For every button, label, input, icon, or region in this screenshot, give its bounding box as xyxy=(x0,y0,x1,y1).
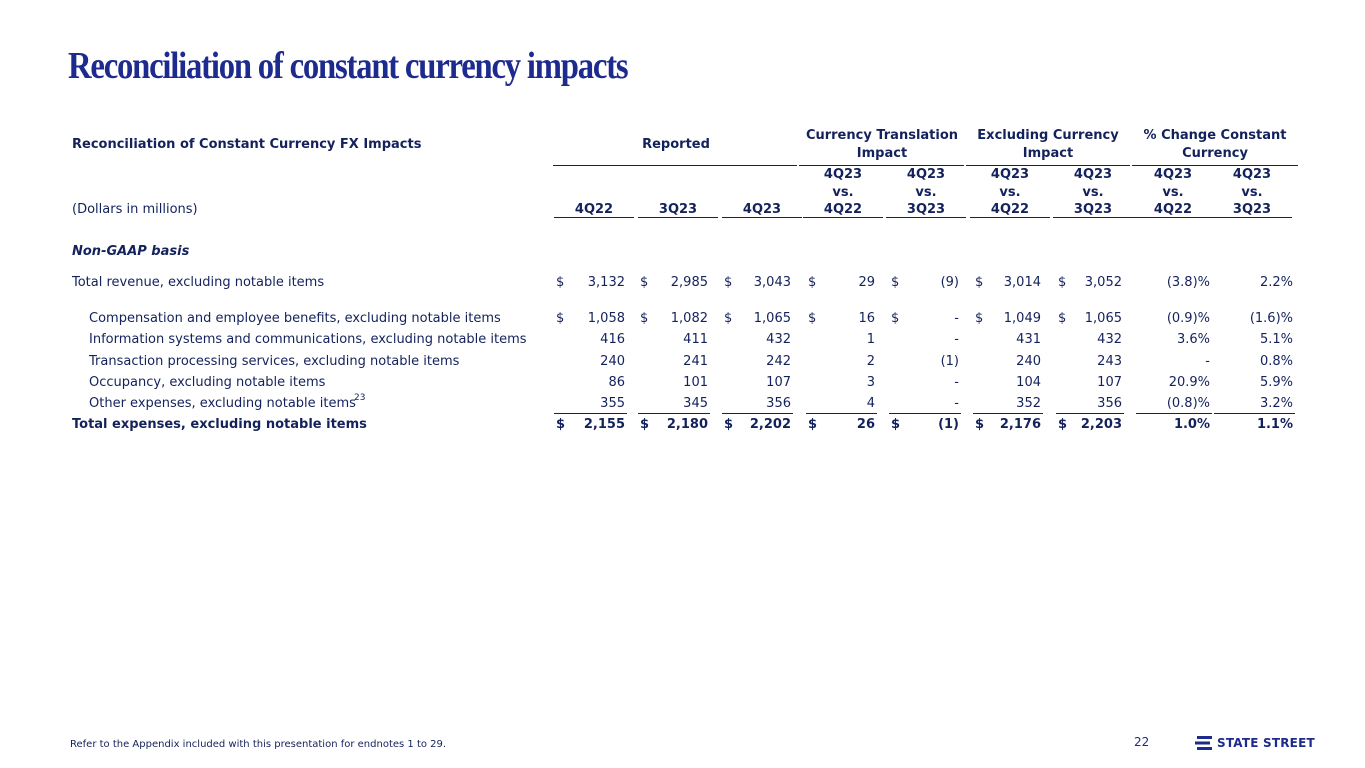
table-cell-value: 355 xyxy=(600,396,625,411)
table-cell-value: 432 xyxy=(766,332,791,347)
table-cell-value: 3,052 xyxy=(1084,275,1122,290)
col-header-underline xyxy=(554,217,634,218)
col-header-period: 4Q22 xyxy=(1153,202,1193,217)
table-cell-value: 416 xyxy=(600,332,625,347)
col-header-line2: vs. xyxy=(915,185,937,200)
col-header-underline xyxy=(1053,217,1133,218)
col-header-line2: vs. xyxy=(1241,185,1263,200)
table-cell-value: (1.6)% xyxy=(1249,311,1293,326)
header-divider xyxy=(799,165,964,166)
logo-text: STATE STREET xyxy=(1217,736,1315,750)
table-cell-currency: $ xyxy=(640,417,650,432)
footer-note: Refer to the Appendix included with this presentation for endnotes 1 to 29. xyxy=(70,739,447,750)
col-header-line1: 4Q23 xyxy=(1232,167,1272,182)
table-cell-currency: $ xyxy=(1058,417,1068,432)
table-cell-value: 356 xyxy=(766,396,791,411)
table-cell-value: 4 xyxy=(866,396,875,411)
table-cell-value: 2,203 xyxy=(1080,417,1122,432)
table-cell-value: 1.0% xyxy=(1173,417,1210,432)
col-header-period: 4Q22 xyxy=(990,202,1030,217)
table-cell-value: 20.9% xyxy=(1168,375,1210,390)
table-cell-value: 29 xyxy=(858,275,875,290)
table-cell-currency: $ xyxy=(975,417,985,432)
table-cell-currency: $ xyxy=(891,311,900,326)
table-cell-value: 1,082 xyxy=(670,311,708,326)
table-cell-value: 101 xyxy=(683,375,708,390)
col-header-underline xyxy=(970,217,1050,218)
col-header-line1: 4Q23 xyxy=(823,167,863,182)
table-cell-currency: $ xyxy=(556,417,566,432)
table-cell-value: - xyxy=(954,311,959,326)
page-title: Reconciliation of constant currency impacts xyxy=(68,45,628,87)
table-cell-currency: $ xyxy=(1058,311,1067,326)
subtotal-rule xyxy=(554,413,627,414)
col-header-line1: 4Q23 xyxy=(1153,167,1193,182)
table-cell-value: 356 xyxy=(1097,396,1122,411)
table-cell-value: 352 xyxy=(1016,396,1041,411)
table-cell-value: (0.8)% xyxy=(1166,396,1210,411)
table-cell-value: 2,202 xyxy=(749,417,791,432)
table-cell-value: 345 xyxy=(683,396,708,411)
col-header-period: 4Q23 xyxy=(742,202,782,217)
subtotal-rule xyxy=(1136,413,1212,414)
table-cell-value: 2,176 xyxy=(999,417,1041,432)
table-cell-value: 411 xyxy=(683,332,708,347)
subtotal-rule xyxy=(973,413,1043,414)
table-cell-currency: $ xyxy=(808,417,818,432)
subtotal-rule xyxy=(889,413,961,414)
table-cell-value: 1,065 xyxy=(1084,311,1122,326)
header-divider xyxy=(1132,165,1298,166)
table-cell-value: 3,014 xyxy=(1003,275,1041,290)
col-header-line1: 4Q23 xyxy=(906,167,946,182)
subtotal-rule xyxy=(722,413,793,414)
units-label: (Dollars in millions) xyxy=(72,202,198,217)
table-cell-value: 1,058 xyxy=(587,311,625,326)
table-cell-value: 3,132 xyxy=(587,275,625,290)
state-street-logo xyxy=(1195,735,1315,751)
table-cell-currency: $ xyxy=(808,275,817,290)
table-cell-value: 1.1% xyxy=(1256,417,1293,432)
table-cell-value: 241 xyxy=(683,354,708,369)
table-cell-value: - xyxy=(954,396,959,411)
table-cell-value: 104 xyxy=(1016,375,1041,390)
table-cell-value: 26 xyxy=(856,417,875,432)
table-cell-value: 243 xyxy=(1097,354,1122,369)
page-number: 22 xyxy=(1134,735,1150,749)
table-cell-value: 3.2% xyxy=(1259,396,1293,411)
table-cell-currency: $ xyxy=(556,311,565,326)
group-header-cti-line2: Impact xyxy=(856,146,908,161)
table-cell-value: 16 xyxy=(858,311,875,326)
table-cell-value: 432 xyxy=(1097,332,1122,347)
table-cell-value: 3.6% xyxy=(1176,332,1210,347)
section-label: Non-GAAP basis xyxy=(72,244,190,259)
col-header-underline xyxy=(1212,217,1292,218)
table-cell-value: (1) xyxy=(938,417,959,432)
table-cell-value: - xyxy=(954,375,959,390)
footnote-ref: 23 xyxy=(354,393,366,403)
table-cell-value: 5.9% xyxy=(1259,375,1293,390)
col-header-line2: vs. xyxy=(1082,185,1104,200)
table-cell-value: 240 xyxy=(1016,354,1041,369)
table-row-label: Total expenses, excluding notable items xyxy=(72,417,367,432)
col-header-line1: 4Q23 xyxy=(1073,167,1113,182)
table-cell-currency: $ xyxy=(640,275,649,290)
col-header-period: 3Q23 xyxy=(658,202,698,217)
table-cell-value: 242 xyxy=(766,354,791,369)
table-cell-value: 2,985 xyxy=(670,275,708,290)
table-cell-value: 86 xyxy=(608,375,625,390)
table-cell-value: 2.2% xyxy=(1259,275,1293,290)
col-header-underline xyxy=(1133,217,1213,218)
col-header-period: 3Q23 xyxy=(906,202,946,217)
col-header-underline xyxy=(886,217,966,218)
table-cell-value: - xyxy=(1205,354,1210,369)
table-cell-currency: $ xyxy=(975,311,984,326)
table-cell-value: 3 xyxy=(866,375,875,390)
table-cell-value: 1,065 xyxy=(753,311,791,326)
group-header-pct-line2: Currency xyxy=(1182,146,1248,161)
col-header-period: 4Q22 xyxy=(574,202,614,217)
table-cell-value: (1) xyxy=(940,354,959,369)
table-cell-value: 240 xyxy=(600,354,625,369)
col-header-line2: vs. xyxy=(1162,185,1184,200)
table-row-label: Transaction processing services, excluding notable items xyxy=(89,354,460,369)
table-row-label: Other expenses, excluding notable items xyxy=(89,396,356,411)
col-header-line2: vs. xyxy=(999,185,1021,200)
header-divider xyxy=(553,165,797,166)
table-row-label: Total revenue, excluding notable items xyxy=(72,275,325,290)
group-header-eci-line1: Excluding Currency xyxy=(977,128,1119,143)
table-cell-value: 1 xyxy=(866,332,875,347)
table-cell-currency: $ xyxy=(1058,275,1067,290)
col-header-underline xyxy=(638,217,718,218)
table-cell-value: (0.9)% xyxy=(1166,311,1210,326)
table-cell-currency: $ xyxy=(891,275,900,290)
subtotal-rule xyxy=(1056,413,1124,414)
table-cell-value: 5.1% xyxy=(1259,332,1293,347)
group-header-eci-line2: Impact xyxy=(1022,146,1074,161)
col-header-period: 3Q23 xyxy=(1073,202,1113,217)
header-divider xyxy=(966,165,1130,166)
state-street-logo-icon xyxy=(1195,735,1213,751)
table-cell-value: 2,180 xyxy=(666,417,708,432)
table-cell-value: (3.8)% xyxy=(1166,275,1210,290)
table-cell-currency: $ xyxy=(724,311,733,326)
table-cell-value: (9) xyxy=(940,275,959,290)
group-header-reported: Reported xyxy=(642,137,710,152)
table-cell-currency: $ xyxy=(640,311,649,326)
table-row-label: Occupancy, excluding notable items xyxy=(89,375,326,390)
col-header-underline xyxy=(722,217,802,218)
table-cell-currency: $ xyxy=(975,275,984,290)
table-cell-value: 3,043 xyxy=(753,275,791,290)
table-cell-value: 0.8% xyxy=(1259,354,1293,369)
table-cell-currency: $ xyxy=(556,275,565,290)
subtotal-rule xyxy=(638,413,710,414)
table-cell-currency: $ xyxy=(724,275,733,290)
table-row-label: Compensation and employee benefits, excluding notable items xyxy=(89,311,501,326)
col-header-underline xyxy=(803,217,883,218)
table-cell-value: 2,155 xyxy=(583,417,625,432)
col-header-period: 3Q23 xyxy=(1232,202,1272,217)
subtotal-rule xyxy=(806,413,877,414)
table-heading: Reconciliation of Constant Currency FX Impacts xyxy=(72,137,422,152)
subtotal-rule xyxy=(1214,413,1295,414)
group-header-cti-line1: Currency Translation xyxy=(805,128,959,143)
col-header-line2: vs. xyxy=(832,185,854,200)
table-cell-value: - xyxy=(954,332,959,347)
col-header-period: 4Q22 xyxy=(823,202,863,217)
group-header-pct-line1: % Change Constant xyxy=(1143,128,1287,143)
table-cell-value: 2 xyxy=(866,354,875,369)
table-row-label: Information systems and communications, excluding notable items xyxy=(89,332,527,347)
col-header-line1: 4Q23 xyxy=(990,167,1030,182)
table-cell-currency: $ xyxy=(808,311,817,326)
table-cell-value: 107 xyxy=(766,375,791,390)
table-cell-value: 107 xyxy=(1097,375,1122,390)
table-cell-value: 1,049 xyxy=(1003,311,1041,326)
table-cell-currency: $ xyxy=(724,417,734,432)
table-cell-currency: $ xyxy=(891,417,901,432)
table-cell-value: 431 xyxy=(1016,332,1041,347)
